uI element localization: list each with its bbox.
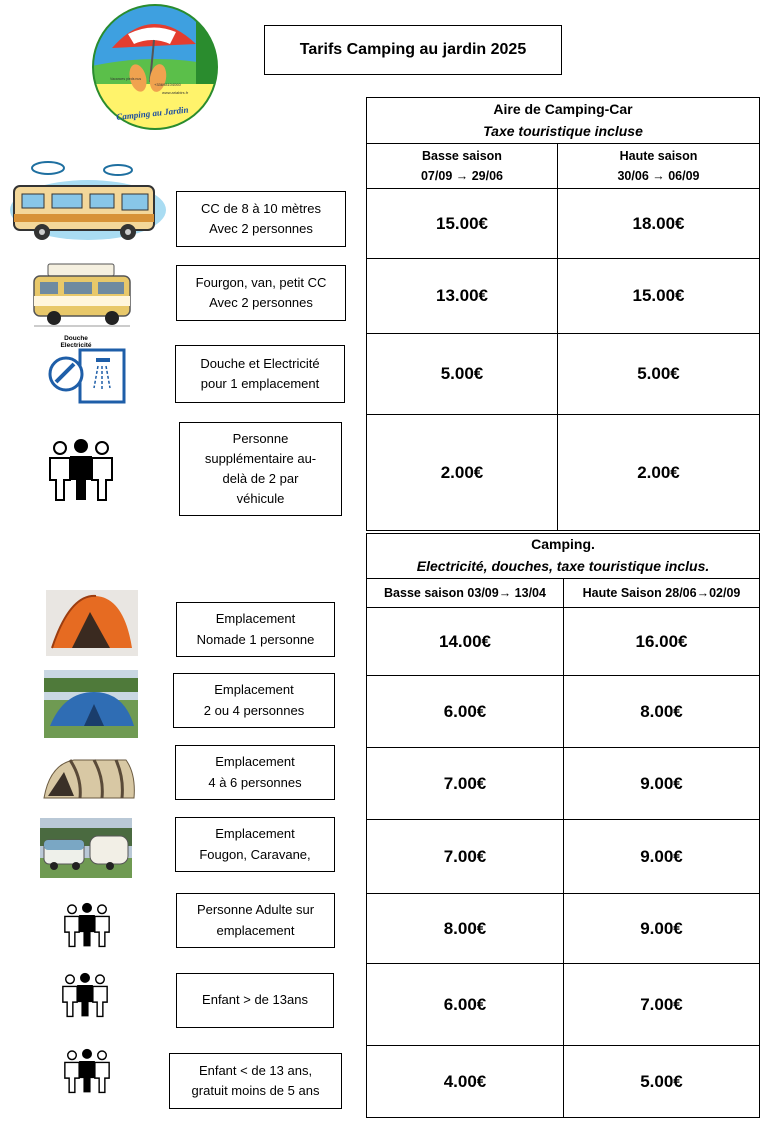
label-emplacement-4-6: Emplacement 4 à 6 personnes [175, 745, 335, 800]
price-nomade-haute: 16.00€ [564, 608, 760, 676]
motorhome-icon [8, 158, 166, 246]
label-douche-electricite: Douche et Electricité pour 1 emplacement [175, 345, 345, 403]
price-caravane-basse: 7.00€ [367, 820, 564, 894]
price-fourgon-basse: 13.00€ [367, 259, 558, 334]
camping-car-col-haute: Haute saison 30/06 → 06/09 [558, 144, 760, 189]
price-personne-basse: 2.00€ [367, 415, 558, 531]
dome-tent-icon [46, 590, 138, 656]
logo-site: www.ariabirs.fr [162, 90, 189, 95]
price-enfant-moins-basse: 4.00€ [367, 1046, 564, 1118]
people-icon [46, 438, 116, 502]
price-enfant-plus-basse: 6.00€ [367, 964, 564, 1046]
price-fourgon-haute: 15.00€ [558, 259, 760, 334]
camping-header-title: Camping. [531, 536, 595, 553]
price-cc-haute: 18.00€ [558, 189, 760, 259]
label-cc-8-10m: CC de 8 à 10 mètres Avec 2 personnes [176, 191, 346, 247]
label-personne-adulte: Personne Adulte sur emplacement [176, 893, 335, 948]
camping-car-header [367, 98, 760, 144]
page-title: Tarifs Camping au jardin 2025 [264, 25, 562, 75]
adult-people-icon [62, 902, 112, 948]
price-enfant-plus-haute: 7.00€ [564, 964, 760, 1046]
price-emp-2-4-haute: 8.00€ [564, 676, 760, 748]
price-adulte-basse: 8.00€ [367, 894, 564, 964]
camping-header-subtitle: Electricité, douches, taxe touristique inclus. [416, 558, 710, 574]
child-under-13-icon [62, 1048, 112, 1094]
price-enfant-moins-haute: 5.00€ [564, 1046, 760, 1118]
svg-text:Douche: Douche [64, 335, 88, 342]
camping-col-basse: Basse saison 03/09→ 13/04 [367, 579, 564, 608]
price-douche-basse: 5.00€ [367, 334, 558, 415]
child-over-13-icon [60, 972, 110, 1018]
label-emplacement-nomade: Emplacement Nomade 1 personne [176, 602, 335, 657]
camping-car-price-table [366, 97, 760, 531]
blue-tent-icon [44, 670, 138, 738]
label-emplacement-2-4: Emplacement 2 ou 4 personnes [173, 673, 335, 728]
price-douche-haute: 5.00€ [558, 334, 760, 415]
price-emp-2-4-basse: 6.00€ [367, 676, 564, 748]
camping-header [367, 534, 760, 579]
camping-price-table [366, 533, 760, 1118]
price-personne-haute: 2.00€ [558, 415, 760, 531]
price-cc-basse: 15.00€ [367, 189, 558, 259]
price-emp-4-6-haute: 9.00€ [564, 748, 760, 820]
camping-car-header-title: Aire de Camping-Car [493, 100, 633, 117]
shower-electricity-icon [44, 334, 128, 406]
tunnel-tent-icon [40, 750, 138, 806]
van-icon [30, 262, 134, 330]
svg-text:Electricité: Electricité [60, 342, 92, 349]
label-personne-supplementaire: Personne supplémentaire au- delà de 2 par véhicule [179, 422, 342, 516]
logo-small-text: Vacances pieds nus [110, 77, 142, 81]
label-enfant-plus-13: Enfant > de 13ans [176, 973, 334, 1028]
price-nomade-basse: 14.00€ [367, 608, 564, 676]
price-caravane-haute: 9.00€ [564, 820, 760, 894]
price-emp-4-6-basse: 7.00€ [367, 748, 564, 820]
label-fourgon-van: Fourgon, van, petit CC Avec 2 personnes [176, 265, 346, 321]
label-emplacement-fourgon-caravane: Emplacement Fougon, Caravane, [175, 817, 335, 872]
logo-tagline: Camping au Jardin [115, 104, 189, 123]
vw-van-caravan-icon [40, 818, 132, 878]
camping-col-haute: Haute Saison 28/06→02/09 [564, 579, 760, 608]
logo-phone: +33698104060 [154, 82, 181, 87]
camping-logo [92, 4, 220, 130]
camping-car-header-subtitle: Taxe touristique incluse [483, 122, 643, 139]
label-enfant-moins-13: Enfant < de 13 ans, gratuit moins de 5 ans [169, 1053, 342, 1109]
price-adulte-haute: 9.00€ [564, 894, 760, 964]
camping-car-col-basse: Basse saison 07/09 → 29/06 [367, 144, 558, 189]
